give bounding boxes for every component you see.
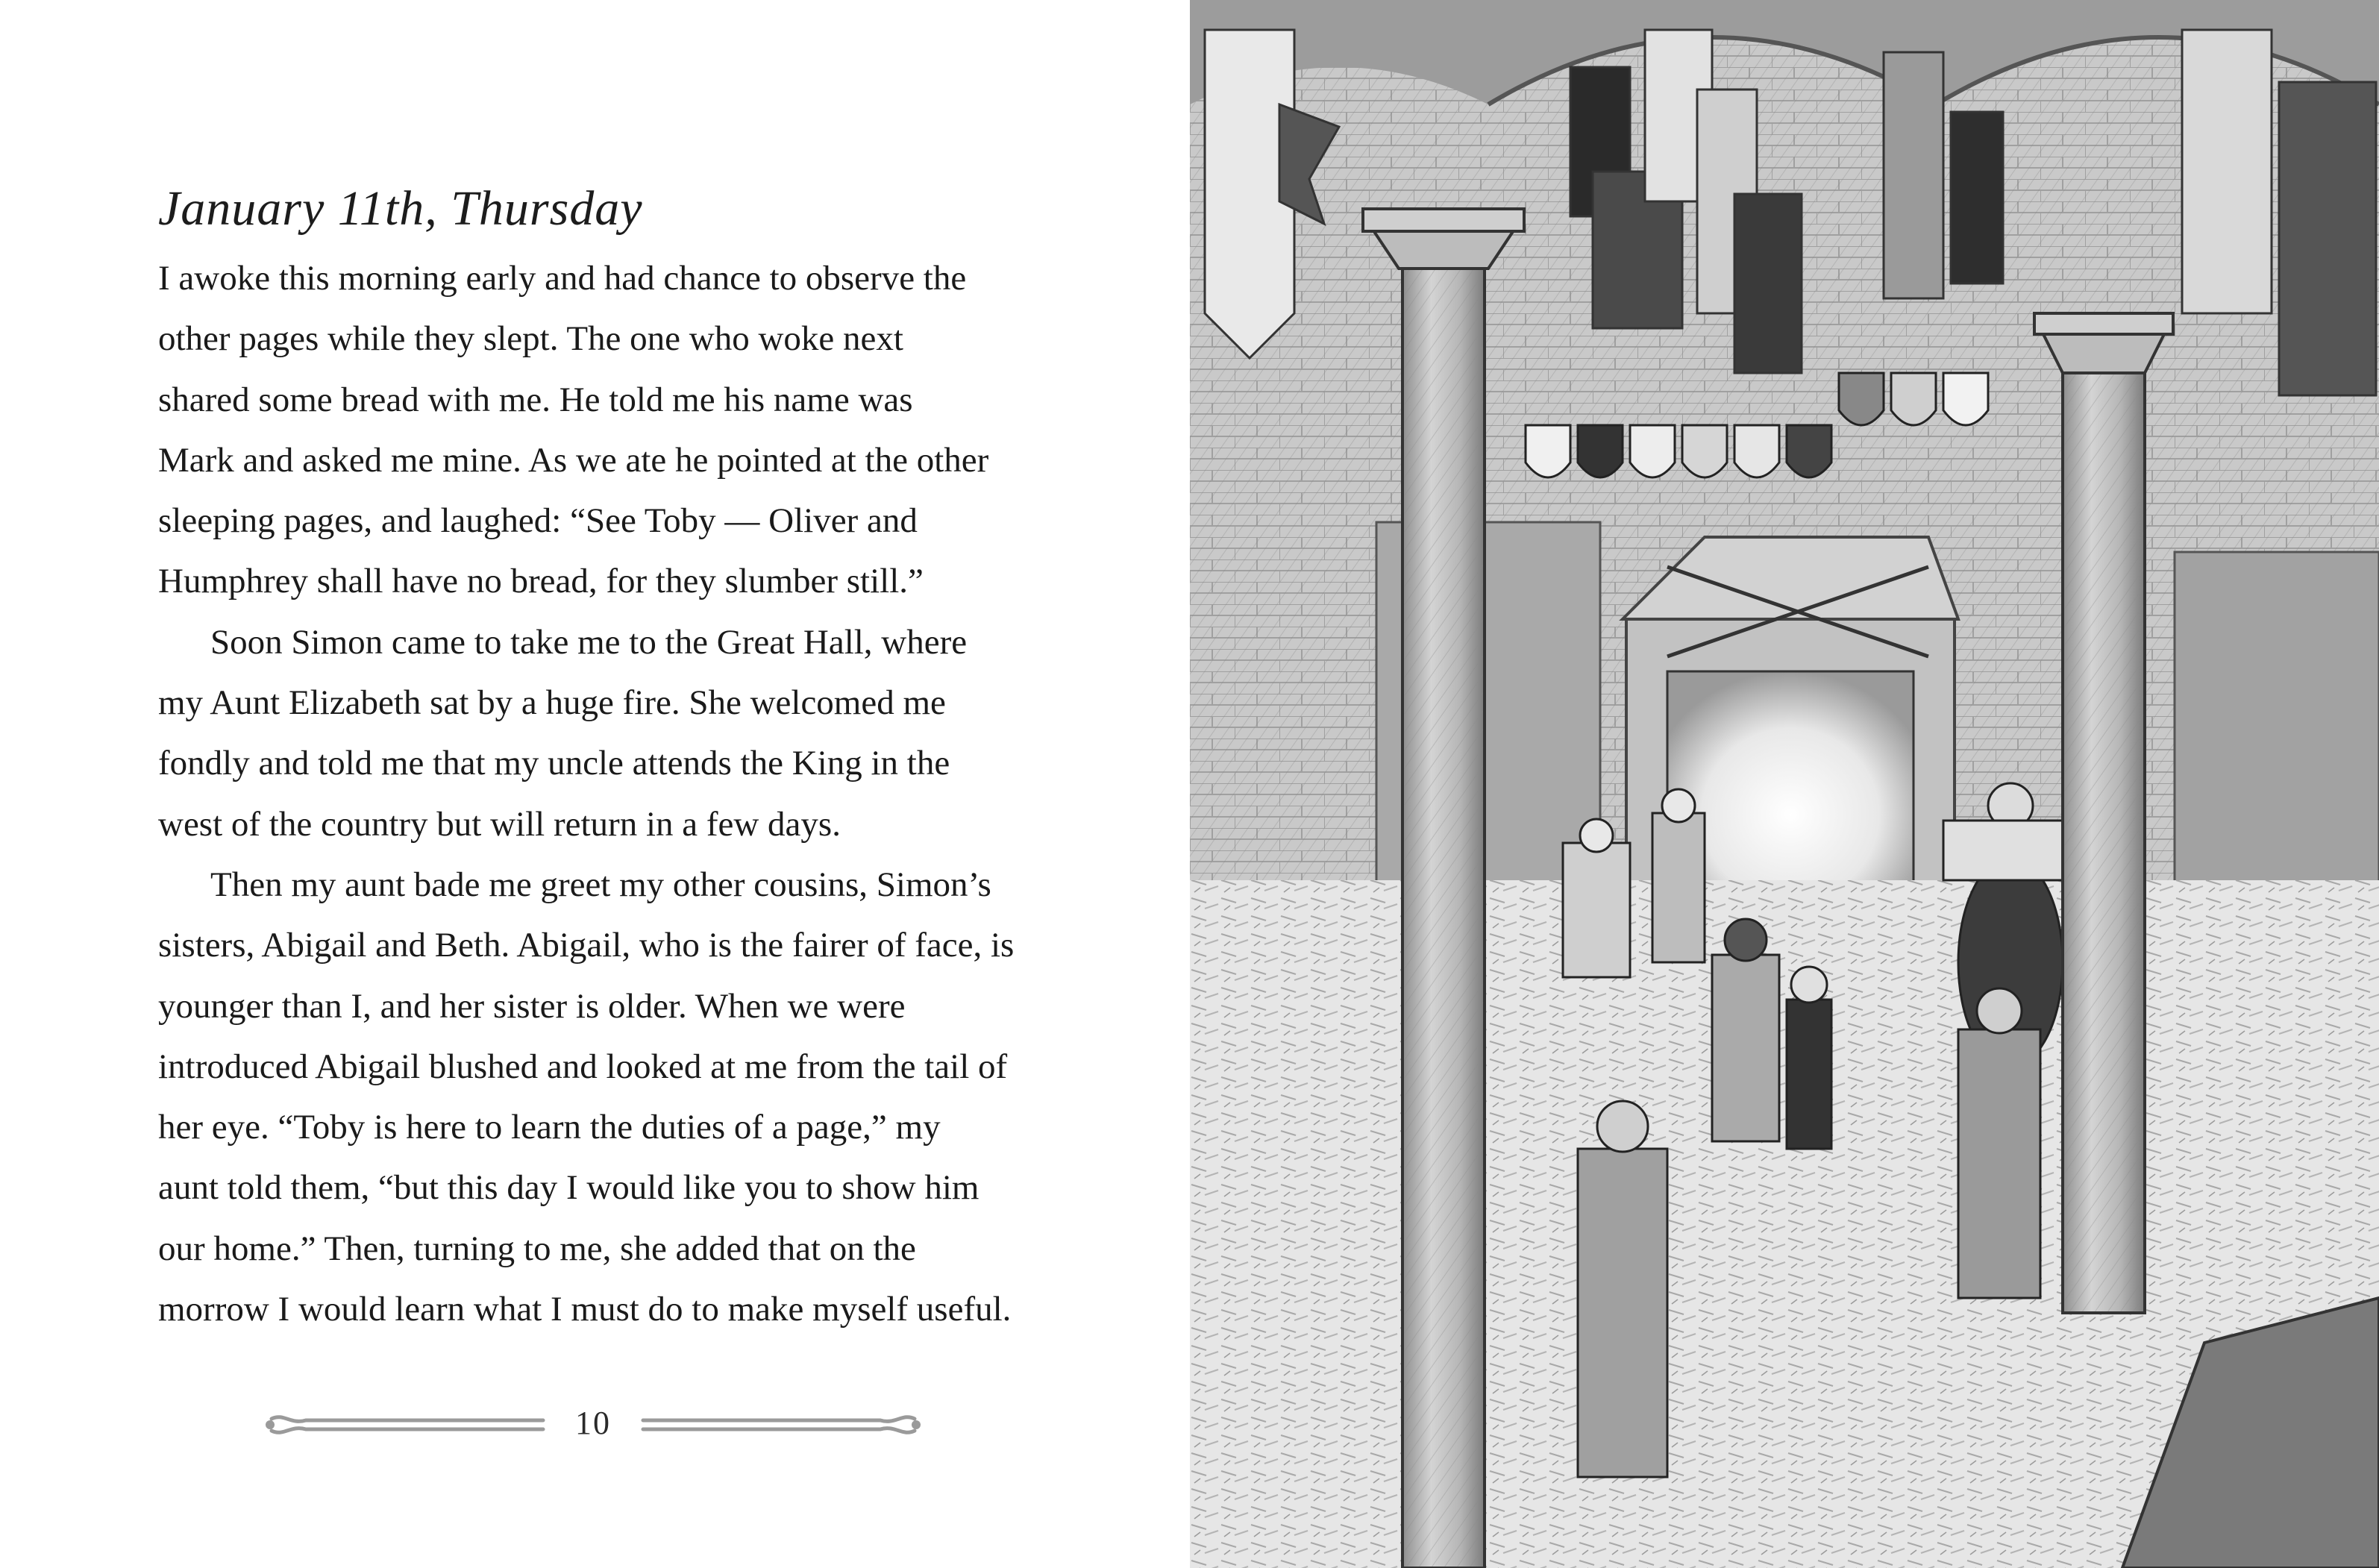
scroll-ornament-right-icon — [634, 1402, 925, 1447]
diary-entry-body — [158, 248, 1038, 1340]
text-line: her eye. “Toby is here to learn the duties of a page,” my — [158, 1108, 941, 1147]
text-line: Then my aunt bade me greet my other cousins, Simon’s — [210, 865, 991, 904]
text-line: introduced Abigail blushed and looked at me from the tail of — [158, 1047, 1008, 1086]
scroll-ornament-left-icon — [261, 1402, 552, 1447]
text-line: I awoke this morning early and had chance to observe the — [158, 259, 967, 298]
diary-entry-heading: January 11th, Thursday — [158, 181, 643, 236]
great-hall-illustration — [1190, 0, 2379, 1568]
text-line: Soon Simon came to take me to the Great Hall, where — [210, 622, 968, 662]
text-line: shared some bread with me. He told me his name was — [158, 380, 913, 419]
page-number: 10 — [575, 1405, 611, 1441]
text-line: Humphrey shall have no bread, for they slumber still.” — [158, 562, 924, 601]
text-line: Mark and asked me mine. As we ate he pointed at the other — [158, 440, 989, 480]
text-line: younger than I, and her sister is older. When we were — [158, 986, 906, 1026]
text-line: our home.” Then, turning to me, she added that on the — [158, 1229, 916, 1268]
text-line: my Aunt Elizabeth sat by a huge fire. She welcomed me — [158, 683, 946, 723]
text-line: west of the country but will return in a few days. — [158, 804, 841, 844]
text-line: other pages while they slept. The one who woke next — [158, 319, 903, 359]
text-line: aunt told them, “but this day I would like you to show him — [158, 1168, 980, 1208]
page-footer — [261, 1402, 925, 1447]
great-hall-scene-icon — [1190, 0, 2379, 1568]
text-line: sisters, Abigail and Beth. Abigail, who is the fairer of face, is — [158, 926, 1015, 965]
text-line: sleeping pages, and laughed: “See Toby — Oliver and — [158, 501, 918, 541]
text-line: morrow I would learn what I must do to make myself useful. — [158, 1290, 1012, 1329]
text-line: fondly and told me that my uncle attends the King in the — [158, 744, 950, 783]
